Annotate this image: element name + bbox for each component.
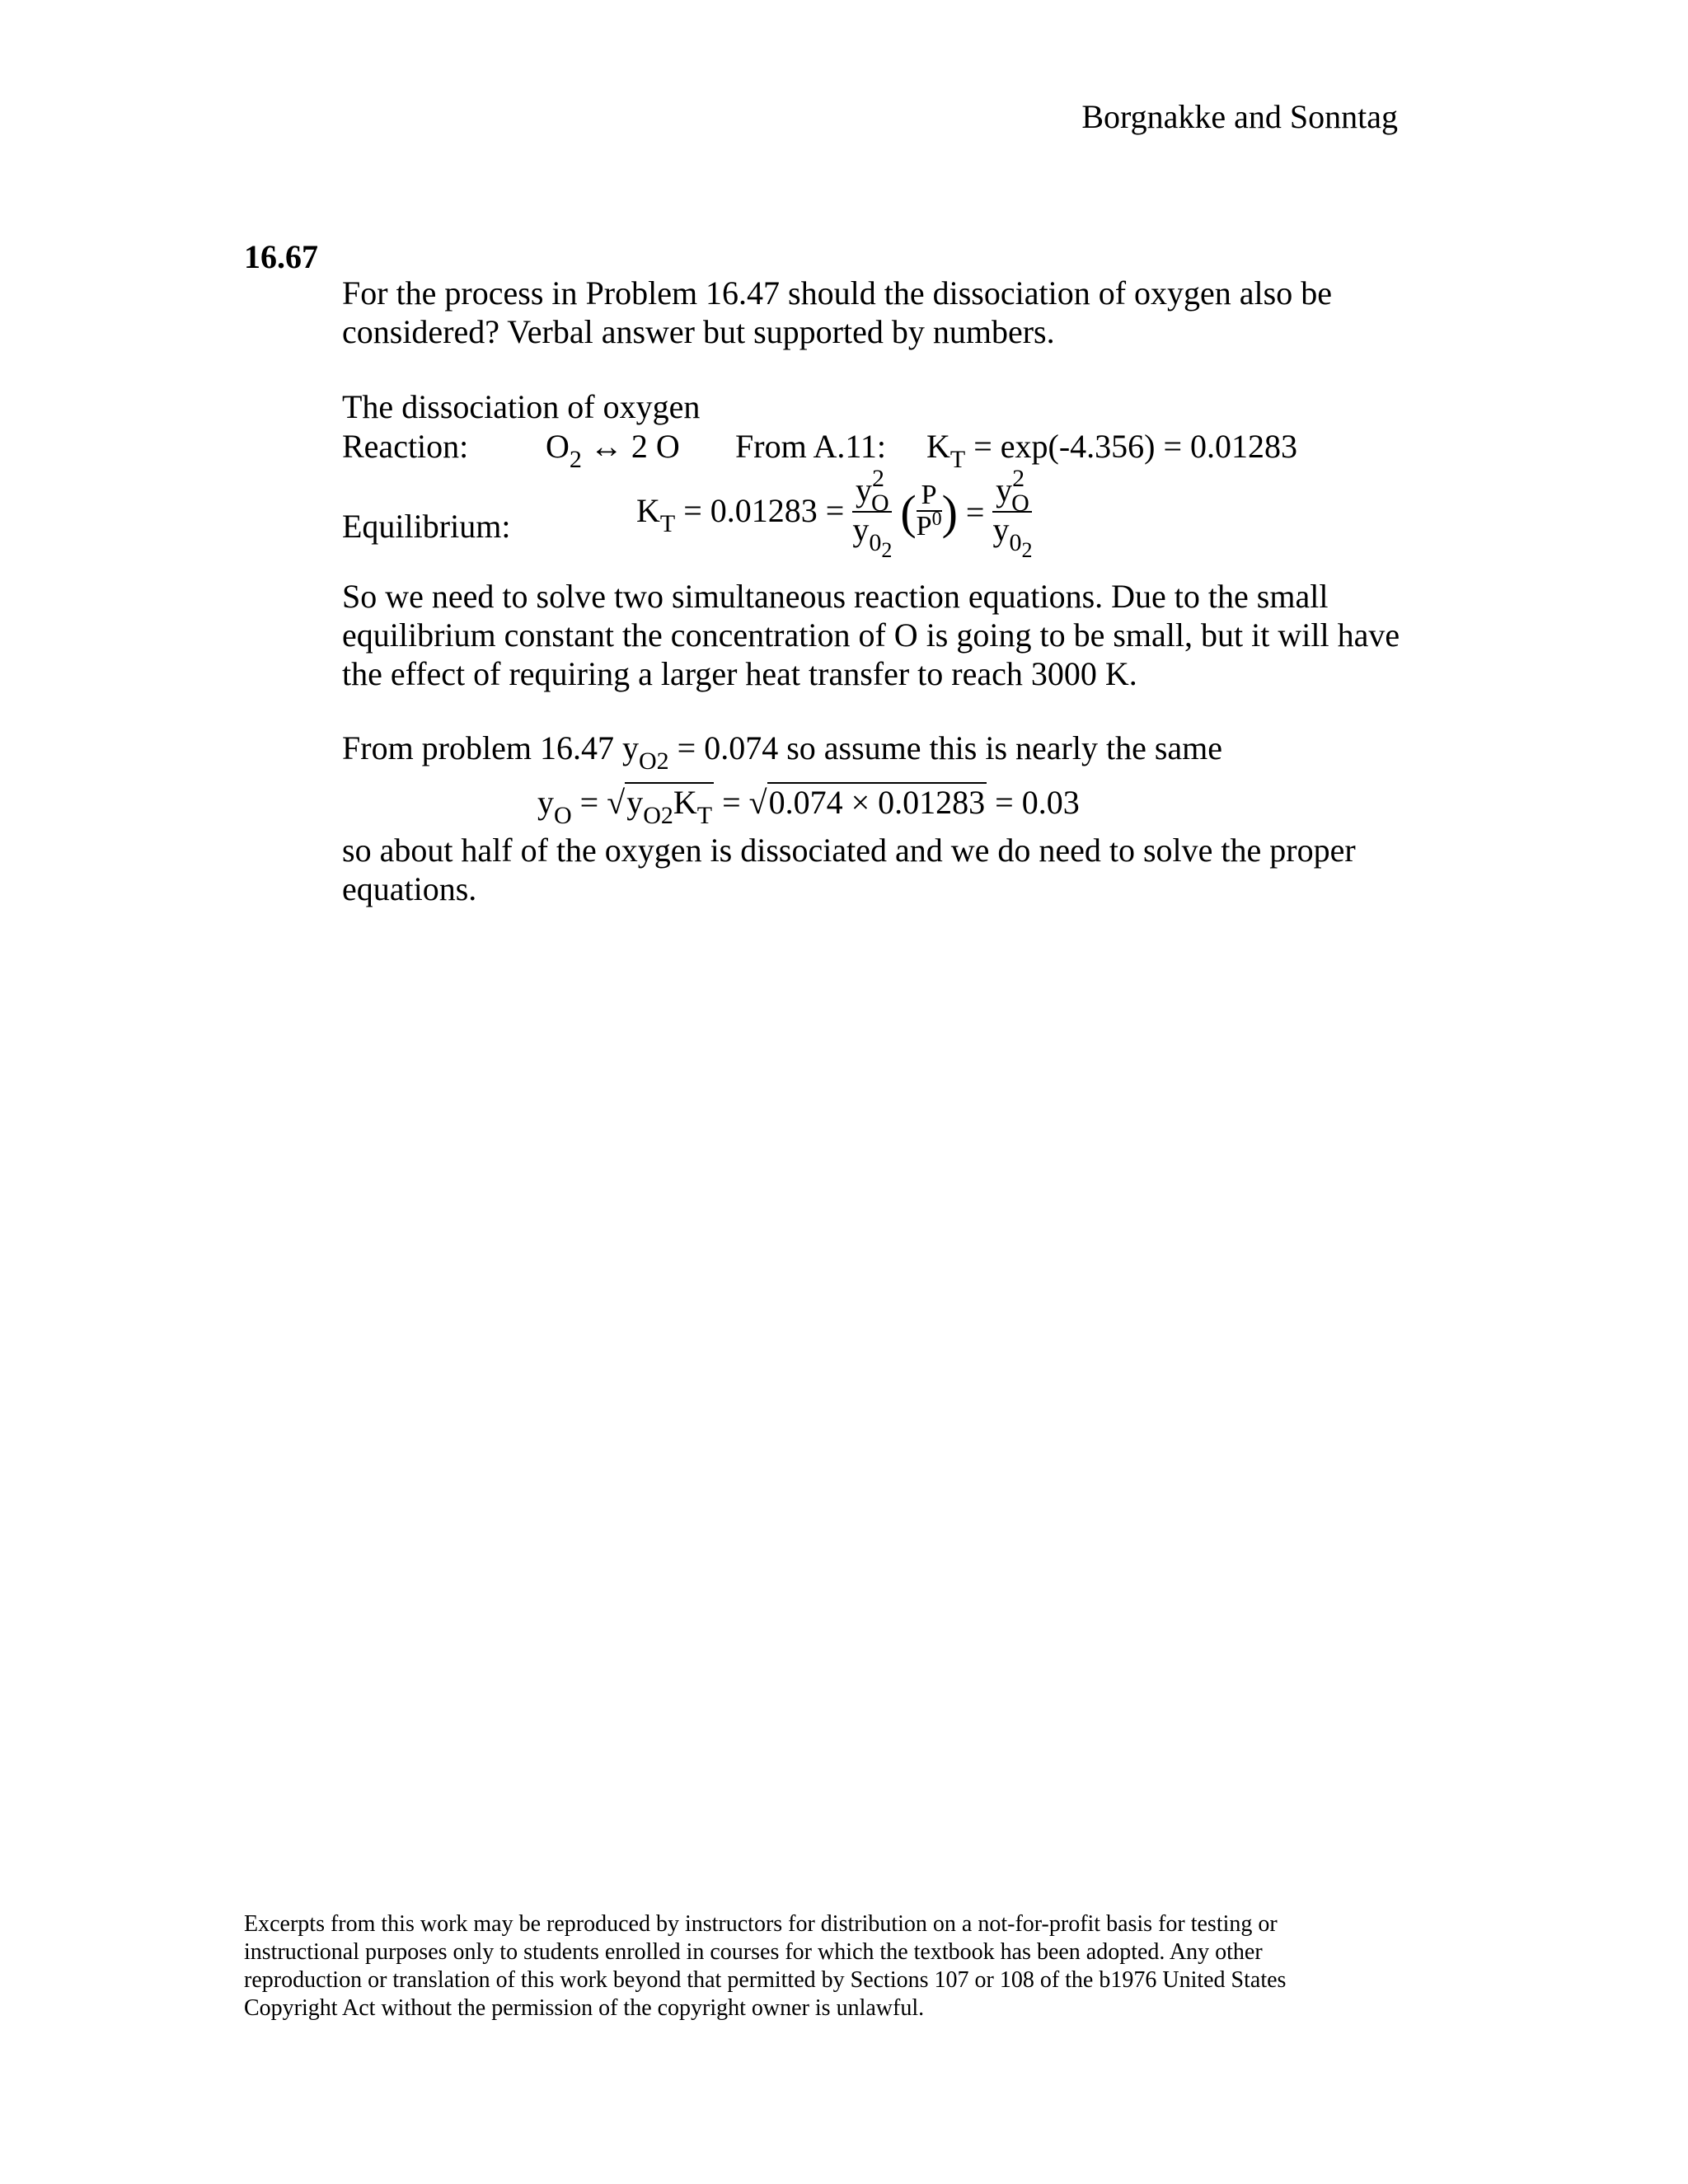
calc-yo-subscript: O — [554, 802, 572, 829]
frac1-denominator-y: y — [852, 511, 870, 548]
from-problem-line — [342, 729, 1223, 775]
eq-kt-symbol: K — [636, 492, 660, 529]
problem-number: 16.67 — [244, 238, 318, 275]
sqrt-numeric — [749, 783, 987, 822]
paren-close: ) — [941, 485, 958, 539]
sqrt-k-symbol: K — [673, 784, 697, 821]
footer-line-2: instructional purposes only to students enrolled in courses for which the textbook has been adopted. Any other — [244, 1939, 1263, 1965]
frac2-square: 2 — [1012, 465, 1025, 492]
footer-line-1: Excerpts from this work may be reproduced by instructors for distribution on a not-for-profit basis for testing or — [244, 1911, 1278, 1937]
equilibrium-fraction-1 — [852, 465, 893, 562]
reaction-label: Reaction: — [342, 428, 469, 465]
frac2-o2-subscript: 0 — [1009, 529, 1022, 556]
pressure-numerator: P — [921, 480, 937, 510]
yo2-symbol: y — [621, 729, 639, 766]
paragraph-1-line-2: equilibrium constant the concentration of O is going to be small, but it will have — [342, 616, 1400, 654]
frac1-square: 2 — [872, 465, 884, 492]
frac2-numerator-y: y — [996, 471, 1013, 509]
reaction-equation — [546, 427, 680, 473]
pressure-ratio — [917, 480, 942, 544]
frac2-denominator-y: y — [992, 511, 1010, 548]
frac1-o2-subscript-2: 2 — [881, 538, 893, 562]
calc-yo-symbol: y — [537, 784, 554, 821]
problem-statement-line-1: For the process in Problem 16.47 should the dissociation of oxygen also be — [342, 274, 1332, 312]
frac2-o-subscript: O — [1011, 490, 1029, 517]
sqrt-y-subscript: O2 — [643, 802, 673, 829]
frac1-numerator-y: y — [856, 471, 872, 509]
paragraph-2-line-1: so about half of the oxygen is dissociated and we do need to solve the proper — [342, 832, 1356, 869]
footer-line-4: Copyright Act without the permission of the copyright owner is unlawful. — [244, 1995, 925, 2021]
paragraph-2-line-2: equations. — [342, 870, 477, 907]
yo2-value-expression: = 0.074 so assume this is nearly the same — [677, 729, 1223, 766]
from-table-label: From A.11: — [735, 428, 886, 465]
eq-kt-value: = 0.01283 = — [683, 492, 845, 529]
calculation-line — [537, 783, 1080, 829]
equilibrium-equation — [636, 465, 1033, 562]
equilibrium-label: Equilibrium: — [342, 508, 511, 545]
dissociation-heading: The dissociation of oxygen — [342, 388, 701, 425]
reaction-lhs-subscript: 2 — [569, 446, 582, 473]
frac1-o-subscript: O — [871, 490, 889, 517]
paren-open: ( — [900, 485, 917, 539]
reaction-rhs: ↔ 2 O — [589, 428, 680, 465]
kt-expression — [926, 427, 1298, 473]
problem-statement-line-2: considered? Verbal answer but supported by numbers. — [342, 313, 1055, 350]
sqrt-sign-1: √ — [607, 784, 626, 821]
footer-line-3: reproduction or translation of this work beyond that permitted by Sections 107 or 108 of the b1976 United States — [244, 1967, 1287, 1993]
paragraph-1-line-1: So we need to solve two simultaneous reaction equations. Due to the small — [342, 578, 1329, 615]
equals-sign: = — [965, 494, 985, 531]
frac1-o2-subscript: 0 — [869, 529, 882, 556]
sqrt-yo2-kt — [607, 783, 714, 829]
calc-result: = 0.03 — [995, 784, 1080, 821]
reaction-lhs: O — [546, 428, 570, 465]
calc-equals-2: = — [722, 784, 741, 821]
pressure-denominator-sup: 0 — [931, 509, 942, 530]
from-problem-label: From problem 16.47 — [342, 729, 614, 766]
calc-equals-1: = — [579, 784, 599, 821]
kt-subscript: T — [950, 446, 966, 473]
sqrt-numeric-body: 0.074 × 0.01283 — [768, 784, 986, 821]
sqrt-sign-2: √ — [748, 784, 767, 821]
eq-kt-subscript: T — [659, 510, 676, 537]
sqrt-k-subscript: T — [696, 802, 713, 829]
frac2-o2-subscript-2: 2 — [1021, 538, 1033, 562]
running-head: Borgnakke and Sonntag — [1081, 98, 1398, 135]
pressure-denominator: P — [916, 511, 932, 541]
kt-symbol: K — [926, 428, 950, 465]
sqrt-y-symbol: y — [626, 784, 644, 821]
paragraph-1-line-3: the effect of requiring a larger heat transfer to reach 3000 K. — [342, 655, 1137, 692]
yo2-subscript: O2 — [638, 748, 669, 775]
equilibrium-fraction-2 — [992, 465, 1033, 562]
kt-value-expression: = exp(-4.356) = 0.01283 — [973, 428, 1298, 465]
